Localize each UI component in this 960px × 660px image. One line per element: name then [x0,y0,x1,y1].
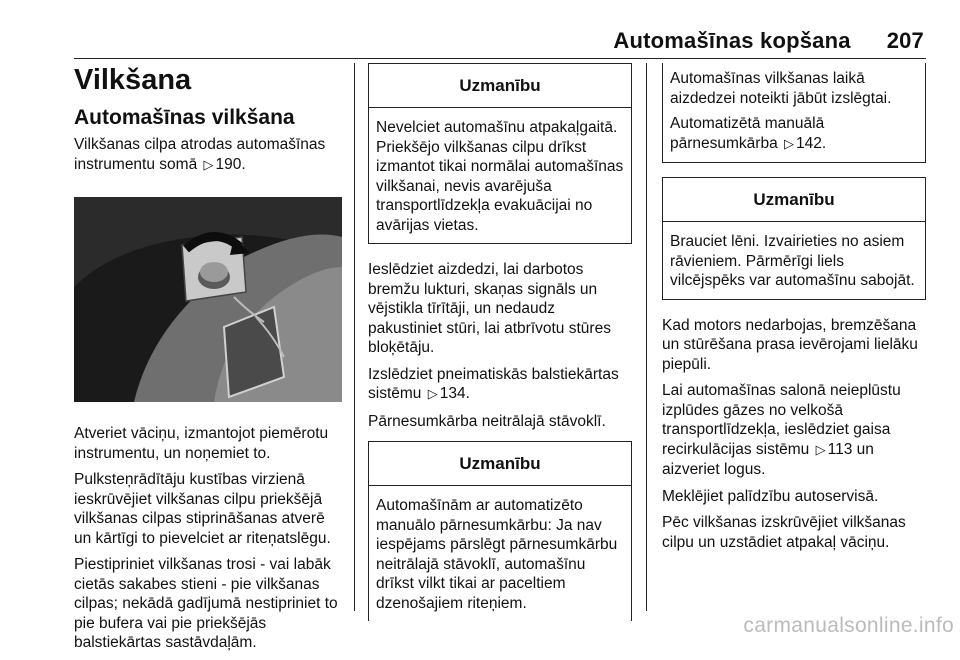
arrow-right-icon: ▷ [427,387,438,402]
warning-notice [368,441,632,621]
paragraph: Pulksteņrādītāju kustības virzienā ieskrūvējiet vilkšanas cilpu priekšējā vilkšanas cilpas stiprināšanas atverē un kārtīgi to pievelciet ar riteņatslēgu. [74,471,331,547]
column-divider [646,63,647,611]
notice-text: Brauciet lēni. Izvairieties no asiem rāvieniem. Pārmērīgi liels vilcējspēks var automašīnu sabojāt. [670,233,915,289]
warning-notice-continued [662,63,926,163]
arrow-right-icon: ▷ [815,442,826,458]
arrow-right-icon: ▷ [203,157,214,173]
notice-text: Automatizētā manuālā pārnesumkārba ▷ 142. [670,115,827,152]
paragraph: Atveriet vāciņu, izmantojot piemērotu instrumentu, un noņemiet to. [74,425,329,462]
notice-text: Automašīnām ar automatizēto manuālo pārnesumkārbu: Ja nav iespējams pārslēgt pārnesumkārbu neitrālajā stāvoklī, automašīnu drīkst vilkt tikai ar paceltiem dzenošajiem riteņiem. [376,497,618,612]
page-header [613,28,924,54]
section-heading: Vilkšana [74,64,192,96]
paragraph: Vilkšanas cilpa atrodas automašīnas instrumentu somā ▷ 190. [74,136,326,173]
warning-notice [368,63,632,244]
column-2 [368,63,632,633]
page-reference[interactable]: 113 [827,440,853,458]
paragraph: Izslēdziet pneimatiskās balstiekārtas sistēmu ▷ 134. [368,365,619,402]
paragraph: Lai automašīnas salonā neieplūstu izplūdes gāzes no velkošā transportlīdzekļa, ieslēdziet gaisa recirkulācijas sistēmu ▷ 113 un aizveriet logus. [662,382,901,478]
column-3 [662,63,926,559]
paragraph: Piestipriniet vilkšanas trosi - vai labāk cietās sakabes stieni - pie vilkšanas cilpas; nekādā gadījumā nestipriniet to pie bufera vai pie priekšējās balstiekārtas sastāvdaļām. [74,556,338,651]
column-divider [354,63,355,611]
page-reference[interactable]: 190. [215,155,246,173]
notice-title: Uzmanību [369,64,631,108]
subsection-heading: Automašīnas vilkšana [74,106,295,129]
header-rule [74,58,926,59]
notice-text: Nevelciet automašīnu atpakaļgaitā. Priekšējo vilkšanas cilpu drīkst izmantot tikai normālai automašīnas vilkšanai, nevis avarējuša transportlīdzekļa evakuācijai no avārijas vietas. [376,119,624,234]
page-number: 207 [886,28,924,53]
page-reference[interactable]: 142. [796,134,827,152]
page-reference[interactable]: 134. [439,385,470,402]
notice-title: Uzmanību [663,178,925,222]
paragraph: Meklējiet palīdzību autoservisā. [662,487,879,505]
section-title: Automašīnas kopšana [613,28,851,53]
paragraph: Ieslēdziet aizdedzi, lai darbotos bremžu lukturi, skaņas signāls un vējstikla tīrītāji, un nedaudz pakustiniet stūri, lai atbrīvotu stūres bloķētāju. [368,261,611,356]
arrow-right-icon: ▷ [784,136,795,152]
column-1 [74,63,342,660]
notice-text: Automašīnas vilkšanas laikā aizdedzei noteikti jābūt izslēgtai. [670,70,892,107]
paragraph: Pārnesumkārba neitrālajā stāvoklī. [368,412,606,430]
paragraph: Kad motors nedarbojas, bremzēšana un stūrēšana prasa ievērojami lielāku piepūli. [662,316,918,373]
paragraph: Pēc vilkšanas izskrūvējiet vilkšanas cilpu un uzstādiet atpakaļ vāciņu. [662,514,906,551]
warning-notice [662,177,926,300]
notice-title: Uzmanību [369,442,631,486]
watermark: carmanualsonline.info [743,614,954,637]
towing-eye-illustration [74,197,342,402]
